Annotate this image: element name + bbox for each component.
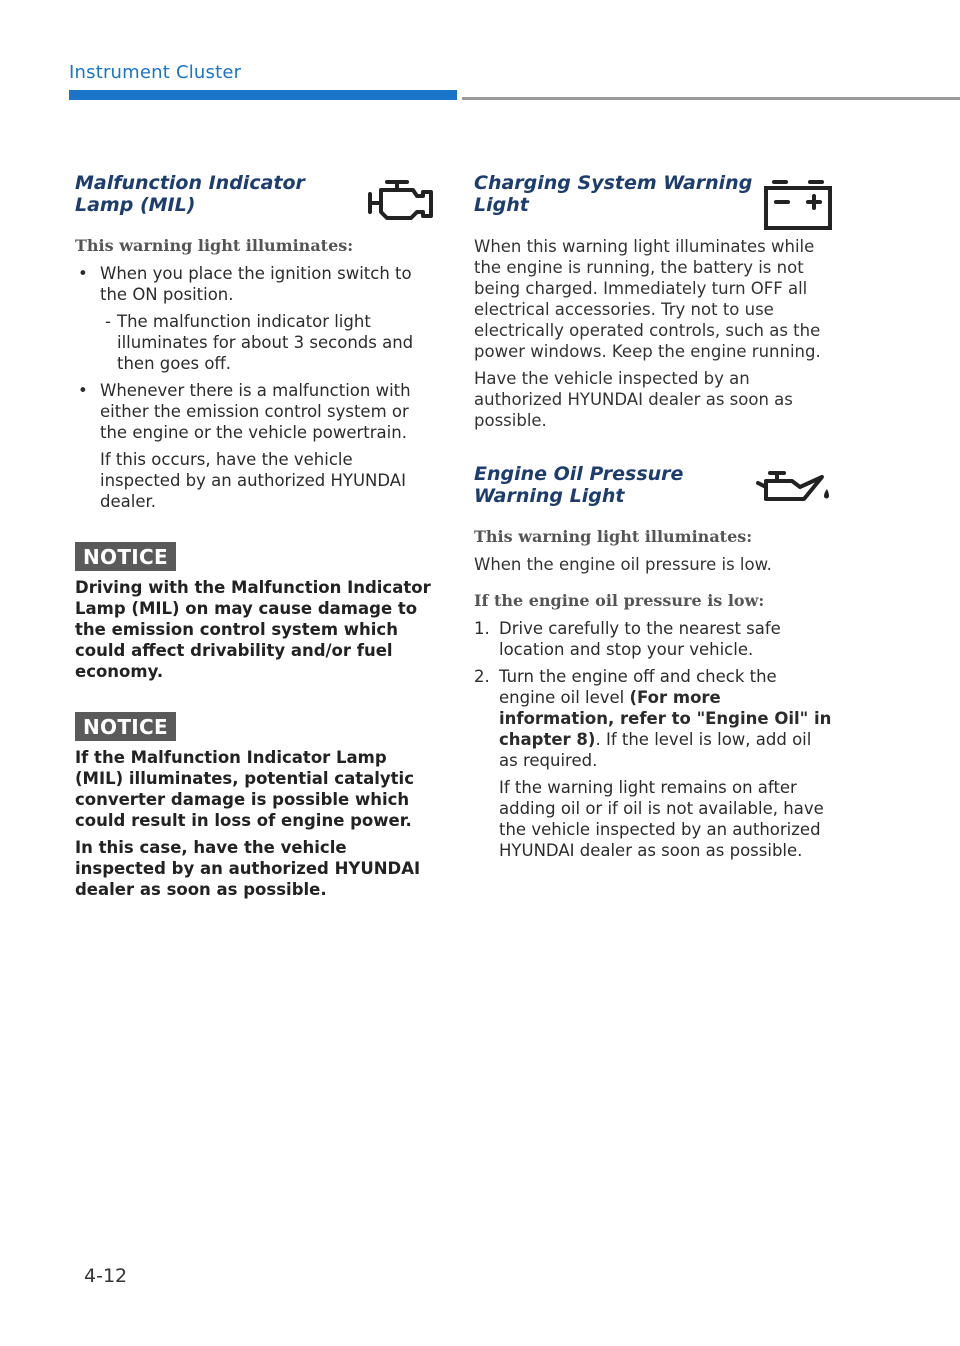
oil-step-2-text-a: Turn the engine off and check the engine oil level [499, 667, 777, 707]
mil-section-header [75, 172, 435, 228]
left-column [75, 172, 435, 906]
oil-step-1 [474, 618, 834, 660]
page-header-title: Instrument Cluster [69, 62, 242, 83]
mil-lead: This warning light illuminates: [75, 236, 354, 255]
notice-badge-2: NOTICE [75, 712, 176, 741]
notice-2-text-1: If the Malfunction Indicator Lamp (MIL) illuminates, potential catalytic converter damage is possible which could result in loss of engine power. [75, 748, 414, 830]
oil-step-2 [474, 666, 834, 771]
oil-section-header [474, 463, 834, 519]
notice-1-text: Driving with the Malfunction Indicator Lamp (MIL) on may cause damage to the emission control system which could affect drivability and/or fuel economy. [75, 578, 431, 681]
right-column [474, 172, 834, 867]
mil-title: Malfunction Indicator Lamp (MIL) [75, 172, 305, 216]
battery-icon [760, 178, 834, 230]
notice-badge-1: NOTICE [75, 542, 176, 571]
oil-step-2-reference: (For more information, refer to "Engine Oil" in chapter 8) [499, 688, 832, 749]
mil-bullet-2-note: If this occurs, have the vehicle inspected by an authorized HYUNDAI dealer. [100, 450, 406, 511]
header-rule [462, 97, 960, 100]
charging-title: Charging System Warning Light [474, 172, 753, 216]
oil-subheading: If the engine oil pressure is low: [474, 591, 765, 610]
notice-2-text-2: In this case, have the vehicle inspected by an authorized HYUNDAI dealer as soon as possible. [75, 838, 421, 899]
oil-step-2-note: If the warning light remains on after adding oil or if oil is not available, have the vehicle inspected by an authorized HYUNDAI dealer as soon as possible. [499, 778, 824, 860]
oil-step-2-number: 2. [474, 667, 490, 686]
charging-section-header [474, 172, 834, 228]
mil-bullet-1: • When you place the ignition switch to the ON position. [75, 263, 435, 305]
oil-paragraph-1: When the engine oil pressure is low. [474, 555, 772, 574]
page-number: 4-12 [84, 1265, 128, 1287]
oil-lead: This warning light illuminates: [474, 527, 753, 546]
mil-dash-1: - The malfunction indicator light illuminates for about 3 seconds and then goes off. [75, 311, 435, 374]
oil-step-1-number: 1. [474, 619, 490, 638]
charging-paragraph-2: Have the vehicle inspected by an authorized HYUNDAI dealer as soon as possible. [474, 369, 793, 430]
oil-can-icon [756, 469, 834, 505]
mil-bullet-2: • Whenever there is a malfunction with either the emission control system or the engine or the vehicle powertrain. [75, 380, 435, 443]
oil-title: Engine Oil Pressure Warning Light [474, 463, 684, 507]
oil-step-1-text: Drive carefully to the nearest safe location and stop your vehicle. [499, 619, 781, 659]
oil-step-2-text-c: . If the level is low, add oil as required. [499, 730, 812, 770]
charging-paragraph-1: When this warning light illuminates while the engine is running, the battery is not being charged. Immediately turn OFF all electrical accessories. Try not to use electrically operated controls, such as the power windows. Keep the engine running. [474, 237, 821, 361]
header-rule-accent [69, 90, 457, 100]
engine-check-icon [367, 178, 435, 222]
